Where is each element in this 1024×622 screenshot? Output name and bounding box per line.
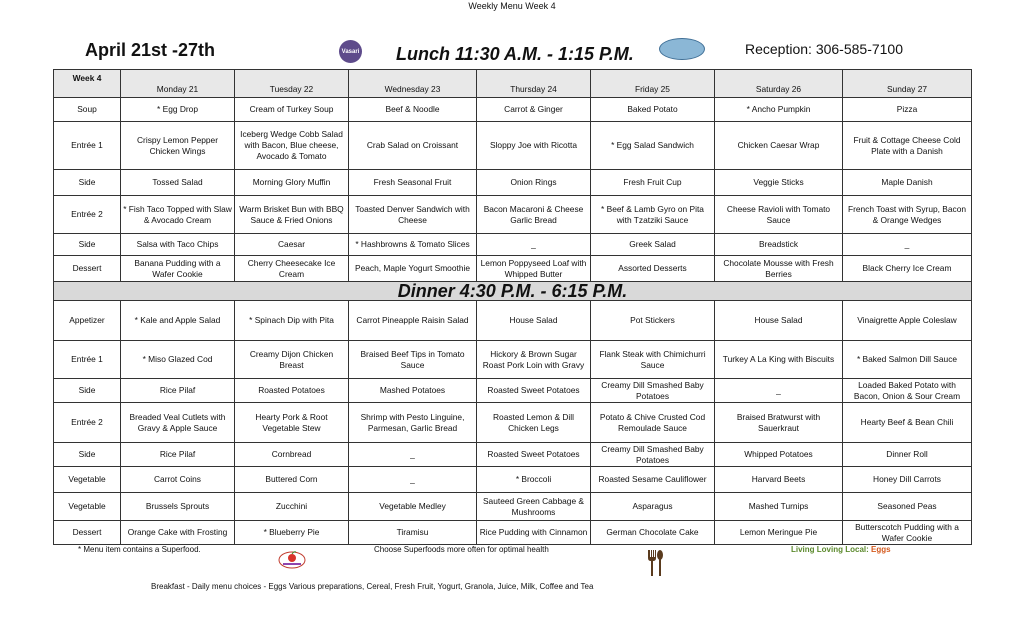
menu-cell: Vinaigrette Apple Coleslaw xyxy=(843,301,972,341)
row-label: Entrée 1 xyxy=(54,122,121,170)
menu-cell: Cream of Turkey Soup xyxy=(235,98,349,122)
menu-cell: * Egg Salad Sandwich xyxy=(591,122,715,170)
living-local-note xyxy=(791,545,891,554)
menu-cell: Crispy Lemon Pepper Chicken Wings xyxy=(121,122,235,170)
menu-cell: Turkey A La King with Biscuits xyxy=(715,341,843,379)
menu-cell: Rice Pilaf xyxy=(121,443,235,467)
menu-cell: Fruit & Cottage Cheese Cold Plate with a Danish xyxy=(843,122,972,170)
menu-cell: Tossed Salad xyxy=(121,170,235,196)
menu-cell: Creamy Dill Smashed Baby Potatoes xyxy=(591,379,715,403)
row-label: Vegetable xyxy=(54,467,121,493)
menu-cell: Roasted Lemon & Dill Chicken Legs xyxy=(477,403,591,443)
menu-cell: * Broccoli xyxy=(477,467,591,493)
lunch-row xyxy=(54,170,972,196)
menu-cell: * Egg Drop xyxy=(121,98,235,122)
menu-cell: _ xyxy=(349,467,477,493)
local-eggs: Eggs xyxy=(871,545,891,554)
menu-cell: _ xyxy=(477,234,591,256)
menu-cell: Loaded Baked Potato with Bacon, Onion & Sour Cream xyxy=(843,379,972,403)
lunch-row xyxy=(54,122,972,170)
document-title: Weekly Menu Week 4 xyxy=(468,1,556,11)
menu-cell: Rice Pudding with Cinnamon xyxy=(477,521,591,545)
day-header: Sunday 27 xyxy=(843,70,972,98)
dinner-row xyxy=(54,521,972,545)
date-range: April 21st -27th xyxy=(85,40,216,60)
menu-cell: * Miso Glazed Cod xyxy=(121,341,235,379)
dinner-row xyxy=(54,379,972,403)
menu-cell: Crab Salad on Croissant xyxy=(349,122,477,170)
menu-cell: French Toast with Syrup, Bacon & Orange Wedges xyxy=(843,196,972,234)
week-label: Week 4 xyxy=(54,70,121,98)
breakfast-note: Breakfast - Daily menu choices - Eggs Various preparations, Cereal, Fresh Fruit, Yogurt, Granola, Juice, Milk, Coffee and Tea xyxy=(151,582,594,591)
row-label: Entrée 2 xyxy=(54,196,121,234)
row-label: Entrée 2 xyxy=(54,403,121,443)
menu-cell: * Hashbrowns & Tomato Slices xyxy=(349,234,477,256)
menu-cell: Black Cherry Ice Cream xyxy=(843,256,972,282)
menu-cell: Salsa with Taco Chips xyxy=(121,234,235,256)
menu-cell: * Beef & Lamb Gyro on Pita with Tzatziki Sauce xyxy=(591,196,715,234)
menu-cell: Lemon Poppyseed Loaf with Whipped Butter xyxy=(477,256,591,282)
menu-cell: Mashed Turnips xyxy=(715,493,843,521)
menu-cell: Carrot & Ginger xyxy=(477,98,591,122)
menu-cell: Cheese Ravioli with Tomato Sauce xyxy=(715,196,843,234)
fork-and-spoon-icon xyxy=(641,548,667,578)
menu-cell: Seasoned Peas xyxy=(843,493,972,521)
menu-cell: Breaded Veal Cutlets with Gravy & Apple Sauce xyxy=(121,403,235,443)
row-label: Dessert xyxy=(54,521,121,545)
menu-cell: Assorted Desserts xyxy=(591,256,715,282)
menu-cell: Fresh Seasonal Fruit xyxy=(349,170,477,196)
menu-cell: Harvard Beets xyxy=(715,467,843,493)
menu-cell: * Kale and Apple Salad xyxy=(121,301,235,341)
superfood-note: * Menu item contains a Superfood. xyxy=(78,545,201,554)
menu-cell: Caesar xyxy=(235,234,349,256)
menu-cell: _ xyxy=(715,379,843,403)
menu-cell: Hickory & Brown Sugar Roast Pork Loin with Gravy xyxy=(477,341,591,379)
menu-cell: Hearty Beef & Bean Chili xyxy=(843,403,972,443)
dinner-header-row xyxy=(54,282,972,301)
menu-cell: Maple Danish xyxy=(843,170,972,196)
dinner-row xyxy=(54,467,972,493)
menu-cell: _ xyxy=(349,443,477,467)
dinner-row xyxy=(54,403,972,443)
row-label: Appetizer xyxy=(54,301,121,341)
day-header: Thursday 24 xyxy=(477,70,591,98)
menu-cell: Butterscotch Pudding with a Wafer Cookie xyxy=(843,521,972,545)
menu-cell: Braised Beef Tips in Tomato Sauce xyxy=(349,341,477,379)
menu-cell: Cornbread xyxy=(235,443,349,467)
menu-cell: Flank Steak with Chimichurri Sauce xyxy=(591,341,715,379)
menu-cell: Zucchini xyxy=(235,493,349,521)
dinner-time-title: Dinner 4:30 P.M. - 6:15 P.M. xyxy=(54,282,972,301)
day-header: Friday 25 xyxy=(591,70,715,98)
menu-cell: Braised Bratwurst with Sauerkraut xyxy=(715,403,843,443)
menu-cell: Greek Salad xyxy=(591,234,715,256)
menu-cell: Mashed Potatoes xyxy=(349,379,477,403)
menu-cell: Roasted Sesame Cauliflower xyxy=(591,467,715,493)
menu-cell: Sauteed Green Cabbage & Mushrooms xyxy=(477,493,591,521)
dinner-row xyxy=(54,443,972,467)
menu-cell: Baked Potato xyxy=(591,98,715,122)
row-label: Side xyxy=(54,234,121,256)
menu-cell: House Salad xyxy=(715,301,843,341)
menu-cell: Whipped Potatoes xyxy=(715,443,843,467)
day-header: Saturday 26 xyxy=(715,70,843,98)
menu-cell: Carrot Coins xyxy=(121,467,235,493)
local-label: Living Loving Local: xyxy=(791,545,869,554)
superfoods-advice: Choose Superfoods more often for optimal health xyxy=(374,545,549,554)
menu-cell: _ xyxy=(843,234,972,256)
menu-cell: * Fish Taco Topped with Slaw & Avocado Cream xyxy=(121,196,235,234)
menu-cell: Warm Brisket Bun with BBQ Sauce & Fried Onions xyxy=(235,196,349,234)
row-label: Side xyxy=(54,443,121,467)
menu-cell: Toasted Denver Sandwich with Cheese xyxy=(349,196,477,234)
row-label: Side xyxy=(54,170,121,196)
lunch-time: Lunch 11:30 A.M. - 1:15 P.M. xyxy=(396,44,634,64)
day-header: Wednesday 23 xyxy=(349,70,477,98)
dinner-row xyxy=(54,301,972,341)
row-label: Side xyxy=(54,379,121,403)
menu-cell: Bacon Macaroni & Cheese Garlic Bread xyxy=(477,196,591,234)
menu-cell: Asparagus xyxy=(591,493,715,521)
menu-cell: Sloppy Joe with Ricotta xyxy=(477,122,591,170)
menu-cell: Tiramisu xyxy=(349,521,477,545)
menu-cell: Roasted Sweet Potatoes xyxy=(477,443,591,467)
menu-cell: Cherry Cheesecake Ice Cream xyxy=(235,256,349,282)
menu-cell: Onion Rings xyxy=(477,170,591,196)
menu-cell: Banana Pudding with a Wafer Cookie xyxy=(121,256,235,282)
menu-cell: Fresh Fruit Cup xyxy=(591,170,715,196)
menu-cell: Veggie Sticks xyxy=(715,170,843,196)
menu-cell: Shrimp with Pesto Linguine, Parmesan, Garlic Bread xyxy=(349,403,477,443)
menu-cell: Roasted Potatoes xyxy=(235,379,349,403)
menu-cell: Carrot Pineapple Raisin Salad xyxy=(349,301,477,341)
menu-cell: Hearty Pork & Root Vegetable Stew xyxy=(235,403,349,443)
menu-cell: Honey Dill Carrots xyxy=(843,467,972,493)
menu-cell: Lemon Meringue Pie xyxy=(715,521,843,545)
menu-cell: Chocolate Mousse with Fresh Berries xyxy=(715,256,843,282)
superfoods-logo xyxy=(277,550,307,570)
lunch-row xyxy=(54,234,972,256)
lunch-row xyxy=(54,256,972,282)
row-label: Soup xyxy=(54,98,121,122)
reception-phone: Reception: 306-585-7100 xyxy=(745,41,904,57)
menu-cell: Dinner Roll xyxy=(843,443,972,467)
menu-cell: Buttered Corn xyxy=(235,467,349,493)
menu-cell: Iceberg Wedge Cobb Salad with Bacon, Blue cheese, Avocado & Tomato xyxy=(235,122,349,170)
menu-cell: House Salad xyxy=(477,301,591,341)
day-header: Tuesday 22 xyxy=(235,70,349,98)
dinner-row xyxy=(54,341,972,379)
menu-cell: Peach, Maple Yogurt Smoothie xyxy=(349,256,477,282)
menu-cell: Brussels Sprouts xyxy=(121,493,235,521)
menu-cell: Potato & Chive Crusted Cod Remoulade Sauce xyxy=(591,403,715,443)
menu-cell: Creamy Dijon Chicken Breast xyxy=(235,341,349,379)
lunch-row xyxy=(54,98,972,122)
row-label: Entrée 1 xyxy=(54,341,121,379)
dinner-row xyxy=(54,493,972,521)
menu-cell: * Spinach Dip with Pita xyxy=(235,301,349,341)
menu-cell: Beef & Noodle xyxy=(349,98,477,122)
menu-cell: Chicken Caesar Wrap xyxy=(715,122,843,170)
row-label: Dessert xyxy=(54,256,121,282)
menu-cell: Pot Stickers xyxy=(591,301,715,341)
menu-cell: Pizza xyxy=(843,98,972,122)
weekly-menu-table xyxy=(53,69,972,545)
partner-logo xyxy=(659,38,705,60)
lunch-row xyxy=(54,196,972,234)
menu-cell: Creamy Dill Smashed Baby Potatoes xyxy=(591,443,715,467)
menu-cell: German Chocolate Cake xyxy=(591,521,715,545)
menu-cell: Vegetable Medley xyxy=(349,493,477,521)
menu-cell: Morning Glory Muffin xyxy=(235,170,349,196)
day-header-row xyxy=(54,70,972,98)
row-label: Vegetable xyxy=(54,493,121,521)
menu-cell: * Blueberry Pie xyxy=(235,521,349,545)
vasari-logo: Vasari xyxy=(339,40,362,63)
menu-cell: * Ancho Pumpkin xyxy=(715,98,843,122)
menu-cell: Breadstick xyxy=(715,234,843,256)
menu-cell: Orange Cake with Frosting xyxy=(121,521,235,545)
menu-cell: Rice Pilaf xyxy=(121,379,235,403)
menu-cell: Roasted Sweet Potatoes xyxy=(477,379,591,403)
day-header: Monday 21 xyxy=(121,70,235,98)
menu-cell: * Baked Salmon Dill Sauce xyxy=(843,341,972,379)
